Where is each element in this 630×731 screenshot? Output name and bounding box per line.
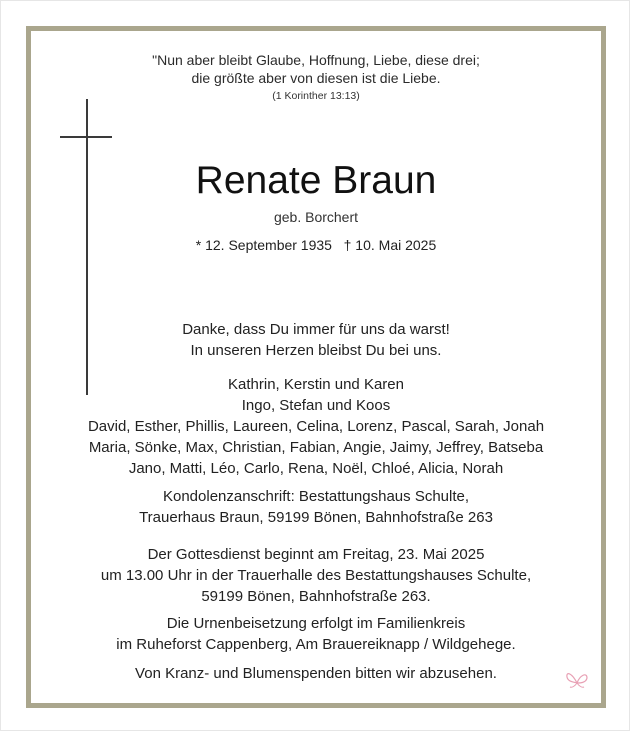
burial-line-1: Die Urnenbeisetzung erfolgt im Familienkreis bbox=[166, 615, 466, 632]
birth-name: geb. Borchert bbox=[273, 209, 359, 225]
farewell-line-2: In unseren Herzen bleibst Du bei uns. bbox=[190, 342, 442, 359]
deceased-name: Renate Braun bbox=[195, 159, 437, 202]
family-line-3: David, Esther, Phillis, Laureen, Celina, Lorenz, Pascal, Sarah, Jonah bbox=[87, 418, 545, 435]
verse-reference: (1 Korinther 13:13) bbox=[272, 90, 360, 102]
verse-line-2: die größte aber von diesen ist die Liebe. bbox=[191, 70, 441, 86]
family-line-4: Maria, Sönke, Max, Christian, Fabian, Angie, Jaimy, Jeffrey, Batseba bbox=[88, 439, 544, 456]
family-line-2: Ingo, Stefan und Koos bbox=[241, 397, 391, 414]
condolence-line-1: Kondolenzanschrift: Bestattungshaus Schulte, bbox=[162, 488, 470, 505]
cross-icon-bar bbox=[60, 136, 112, 138]
service-line-2: um 13.00 Uhr in der Trauerhalle des Bestattungshauses Schulte, bbox=[100, 567, 532, 584]
verse-line-1: "Nun aber bleibt Glaube, Hoffnung, Liebe, diese drei; bbox=[152, 52, 480, 68]
service-line-1: Der Gottesdienst beginnt am Freitag, 23. Mai 2025 bbox=[147, 546, 485, 563]
butterfly-logo-icon bbox=[563, 663, 591, 691]
condolence-line-2: Trauerhaus Braun, 59199 Bönen, Bahnhofstraße 263 bbox=[139, 509, 493, 526]
farewell-line-1: Danke, dass Du immer für uns da warst! bbox=[182, 321, 450, 338]
life-dates: * 12. September 1935 † 10. Mai 2025 bbox=[195, 237, 437, 253]
closing-note: Von Kranz- und Blumenspenden bitten wir abzusehen. bbox=[135, 665, 497, 682]
family-line-5: Jano, Matti, Léo, Carlo, Rena, Noël, Chloé, Alicia, Norah bbox=[128, 460, 504, 477]
burial-line-2: im Ruheforst Cappenberg, Am Brauereiknapp / Wildgehege. bbox=[116, 636, 516, 653]
family-line-1: Kathrin, Kerstin und Karen bbox=[228, 376, 404, 393]
service-line-3: 59199 Bönen, Bahnhofstraße 263. bbox=[201, 588, 431, 605]
